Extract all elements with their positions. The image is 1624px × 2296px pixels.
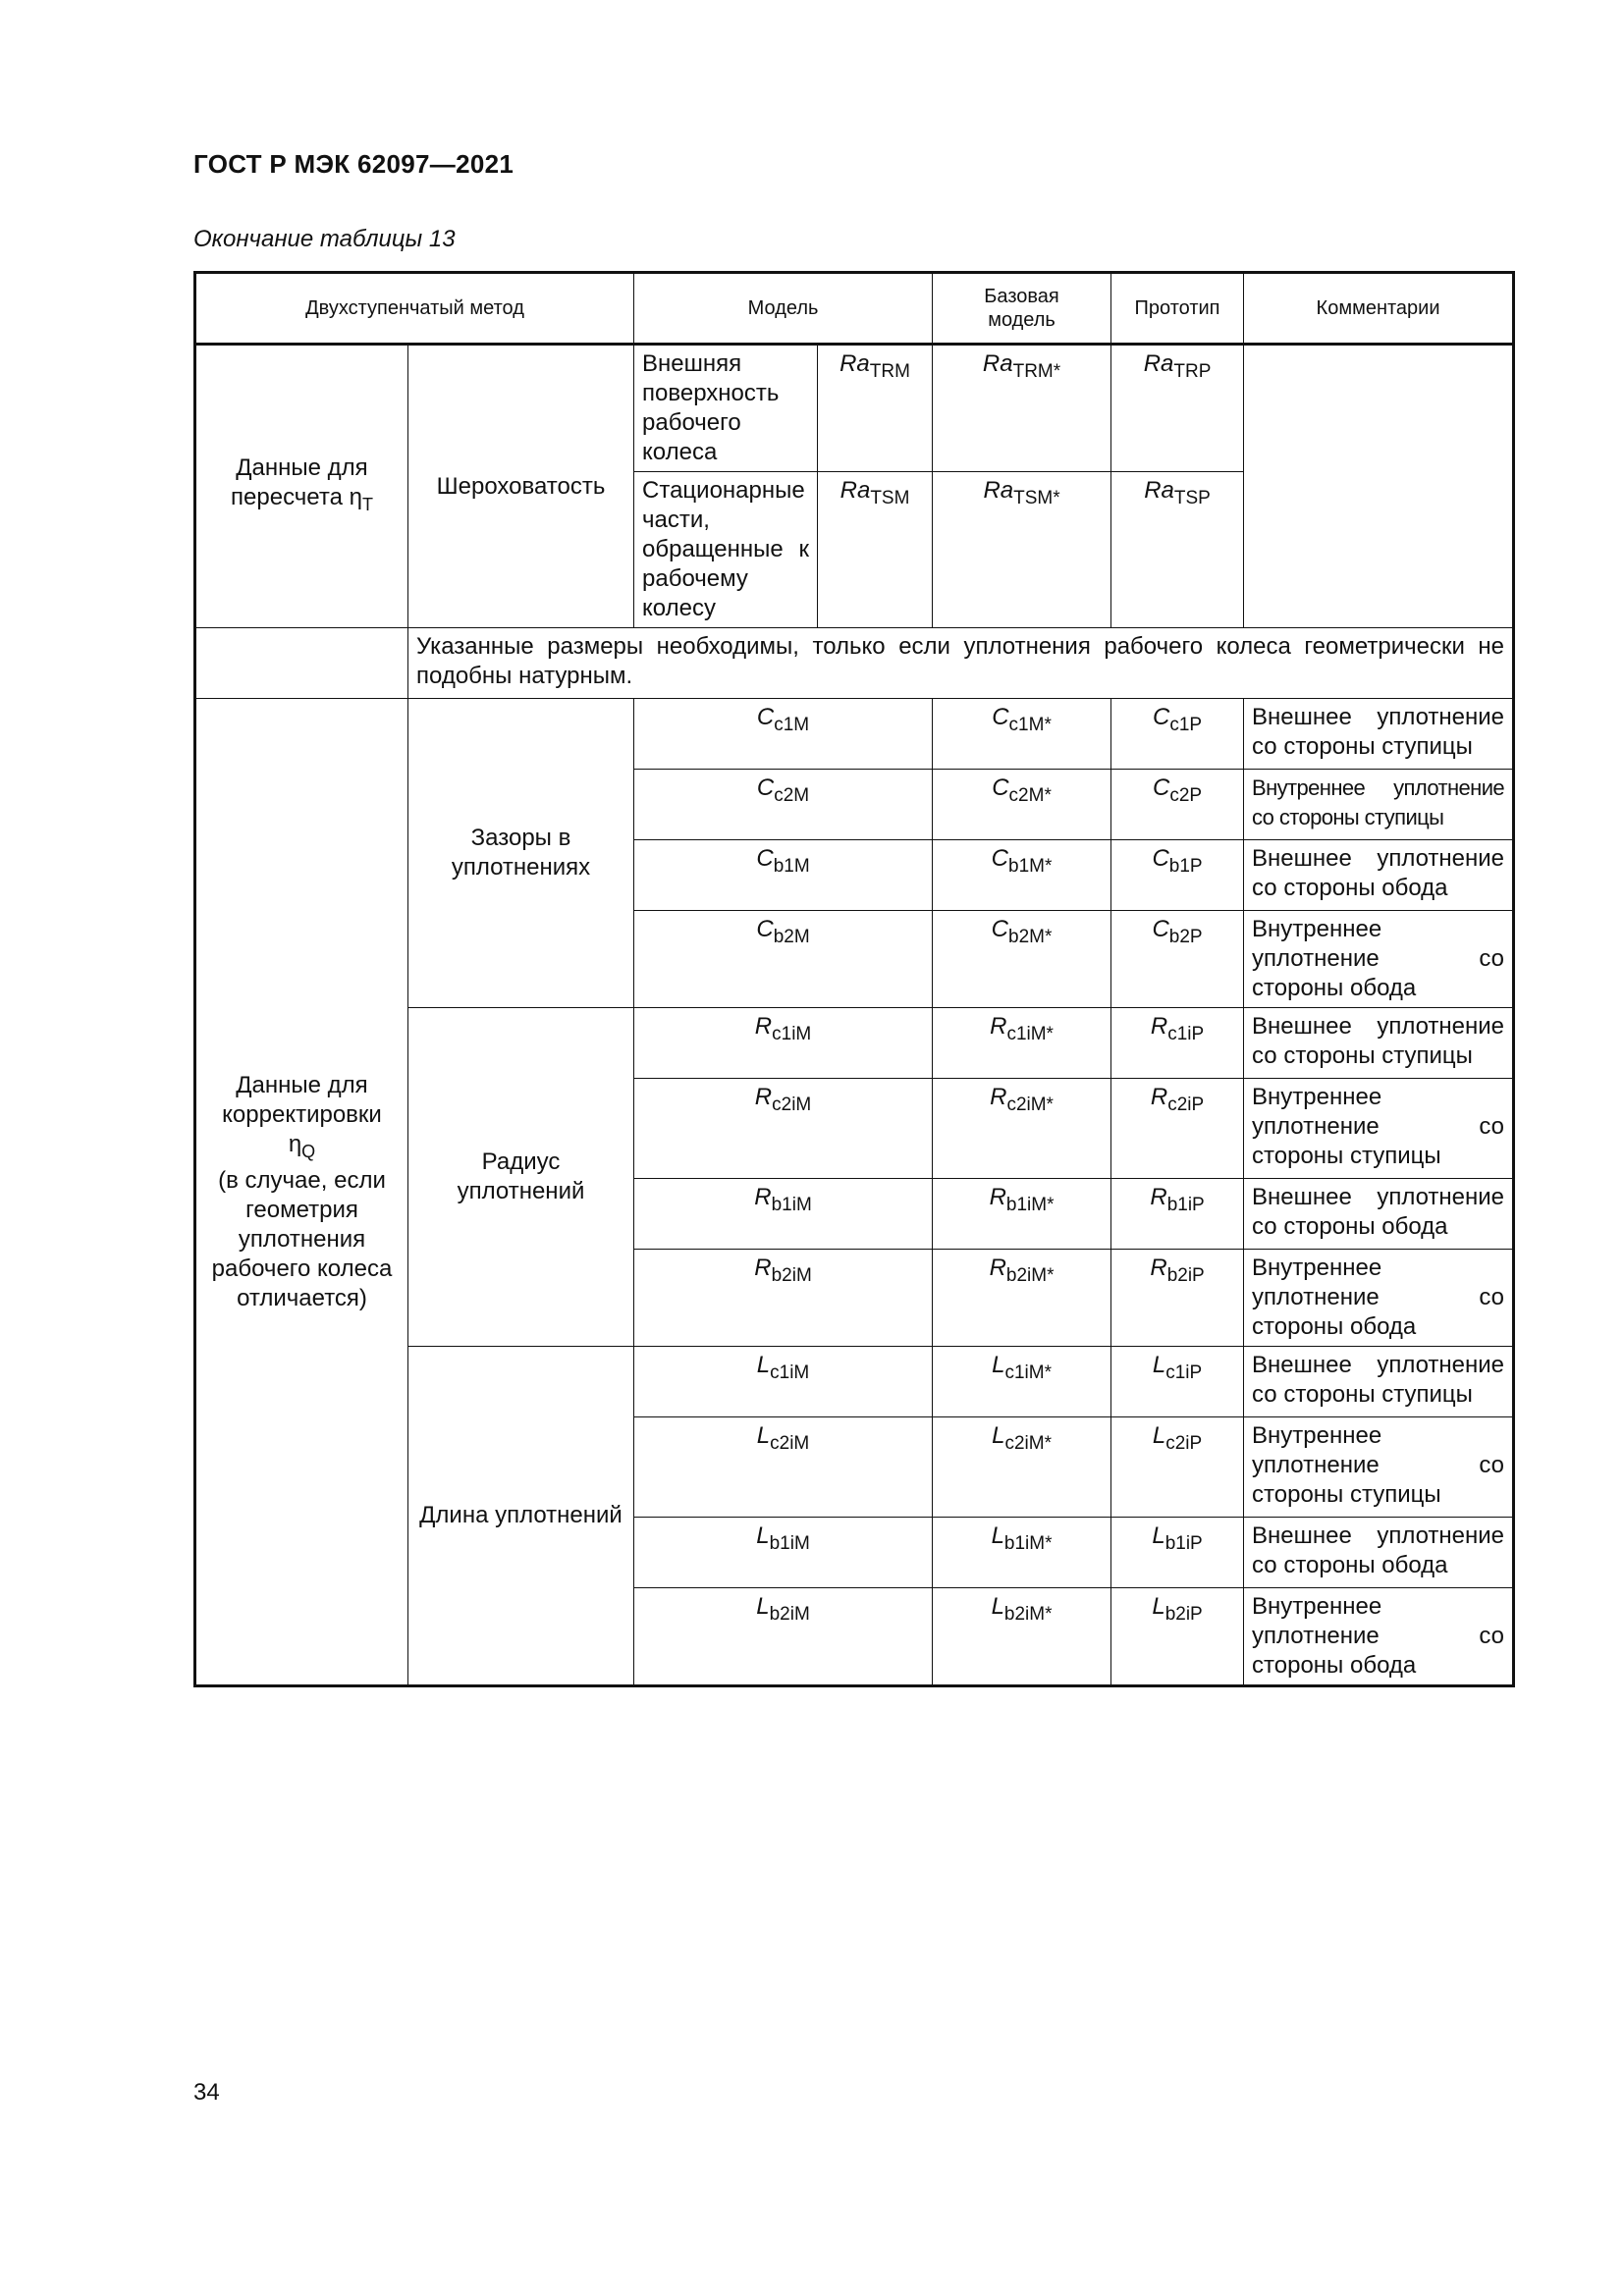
table-row <box>195 699 1514 770</box>
header-prototype: Прототип <box>1111 273 1244 345</box>
base-model-value: $L_{b1iM*}$ <box>933 1518 1111 1588</box>
recalc-desc-1: Стационарные части, обращенные к рабочему колесу <box>634 472 818 628</box>
model-value: $L_{c1iM}$ <box>634 1347 933 1417</box>
base-model-value: $L_{c2iM*}$ <box>933 1417 1111 1518</box>
note-text: Указанные размеры необходимы, только если уплотнения рабочего колеса геометрически не подобны натурным. <box>408 628 1514 699</box>
comment-cell: Внутреннее уплотнение со стороны ступицы <box>1244 1417 1514 1518</box>
recalc-desc-0: Внешняя поверхность рабочего колеса <box>634 345 818 472</box>
table-caption: Окончание таблицы 13 <box>193 226 456 252</box>
prototype-value: $Ra_{TSP}$ <box>1111 472 1244 628</box>
model-value: $C_{b1M}$ <box>634 840 933 911</box>
base-model-value: $R_{c2iM*}$ <box>933 1079 1111 1179</box>
data-table <box>193 271 1515 1687</box>
base-model-value: $C_{c2M*}$ <box>933 770 1111 840</box>
model-value: $R_{c1iM}$ <box>634 1008 933 1079</box>
prototype-value: $R_{b1iP}$ <box>1111 1179 1244 1250</box>
recalc-param: Шероховатость <box>408 345 634 628</box>
note-row <box>195 628 1514 699</box>
prototype-value: $L_{b1iP}$ <box>1111 1518 1244 1588</box>
prototype-value: $L_{c2iP}$ <box>1111 1417 1244 1518</box>
param-seal-length: Длина уплотнений <box>408 1347 634 1686</box>
header-method: Двухступенчатый метод <box>195 273 634 345</box>
comment-cell: Внутреннее уплотнение со стороны обода <box>1244 911 1514 1008</box>
model-value: $C_{c1M}$ <box>634 699 933 770</box>
correction-group-label: Данные для корректировки $\eta_Q$ (в случае, если геометрия уплотнения рабочего колеса отличается) <box>195 699 408 1686</box>
base-model-value: $R_{b2iM*}$ <box>933 1250 1111 1347</box>
base-model-value: $C_{b2M*}$ <box>933 911 1111 1008</box>
recalc-comment <box>1244 345 1514 628</box>
base-model-value: $R_{b1iM*}$ <box>933 1179 1111 1250</box>
base-model-value: $L_{b2iM*}$ <box>933 1588 1111 1686</box>
base-model-value: $C_{c1M*}$ <box>933 699 1111 770</box>
comment-cell: Внешнее уплотнение со стороны ступицы <box>1244 699 1514 770</box>
note-empty-cell <box>195 628 408 699</box>
prototype-value: $L_{c1iP}$ <box>1111 1347 1244 1417</box>
comment-cell: Внешнее уплотнение со стороны ступицы <box>1244 1008 1514 1079</box>
header-base-model: Базовая модель <box>933 273 1111 345</box>
recalc-group-label: Данные для пересчета $\eta_T$ <box>195 345 408 628</box>
comment-cell: Внешнее уплотнение со стороны обода <box>1244 840 1514 911</box>
param-seal-gaps: Зазоры в уплотнениях <box>408 699 634 1008</box>
prototype-value: $C_{c2P}$ <box>1111 770 1244 840</box>
model-value: $Ra_{TRM}$ <box>818 345 933 472</box>
base-model-value: $Ra_{TRM*}$ <box>933 345 1111 472</box>
prototype-value: $R_{c1iP}$ <box>1111 1008 1244 1079</box>
header-row <box>195 273 1514 345</box>
comment-cell: Внутреннее уплотнение со стороны ступицы <box>1244 770 1514 840</box>
base-model-value: $Ra_{TSM*}$ <box>933 472 1111 628</box>
model-value: $R_{b1iM}$ <box>634 1179 933 1250</box>
header-model: Модель <box>634 273 933 345</box>
document-header: ГОСТ Р МЭК 62097—2021 <box>193 149 514 179</box>
prototype-value: $C_{c1P}$ <box>1111 699 1244 770</box>
prototype-value: $L_{b2iP}$ <box>1111 1588 1244 1686</box>
header-comments: Комментарии <box>1244 273 1514 345</box>
base-model-value: $L_{c1iM*}$ <box>933 1347 1111 1417</box>
prototype-value: $C_{b2P}$ <box>1111 911 1244 1008</box>
model-value: $R_{c2iM}$ <box>634 1079 933 1179</box>
comment-cell: Внутреннее уплотнение со стороны обода <box>1244 1588 1514 1686</box>
base-model-value: $C_{b1M*}$ <box>933 840 1111 911</box>
comment-cell: Внешнее уплотнение со стороны обода <box>1244 1518 1514 1588</box>
prototype-value: $C_{b1P}$ <box>1111 840 1244 911</box>
model-value: $C_{b2M}$ <box>634 911 933 1008</box>
page-number: 34 <box>193 2079 220 2106</box>
comment-cell: Внешнее уплотнение со стороны обода <box>1244 1179 1514 1250</box>
model-value: $L_{c2iM}$ <box>634 1417 933 1518</box>
base-model-value: $R_{c1iM*}$ <box>933 1008 1111 1079</box>
model-value: $L_{b1iM}$ <box>634 1518 933 1588</box>
prototype-value: $R_{b2iP}$ <box>1111 1250 1244 1347</box>
model-value: $R_{b2iM}$ <box>634 1250 933 1347</box>
param-seal-radius: Радиус уплотнений <box>408 1008 634 1347</box>
comment-cell: Внутреннее уплотнение со стороны обода <box>1244 1250 1514 1347</box>
table-row <box>195 345 1514 472</box>
comment-cell: Внутреннее уплотнение со стороны ступицы <box>1244 1079 1514 1179</box>
comment-cell: Внешнее уплотнение со стороны ступицы <box>1244 1347 1514 1417</box>
model-value: $Ra_{TSM}$ <box>818 472 933 628</box>
prototype-value: $Ra_{TRP}$ <box>1111 345 1244 472</box>
model-value: $C_{c2M}$ <box>634 770 933 840</box>
prototype-value: $R_{c2iP}$ <box>1111 1079 1244 1179</box>
model-value: $L_{b2iM}$ <box>634 1588 933 1686</box>
